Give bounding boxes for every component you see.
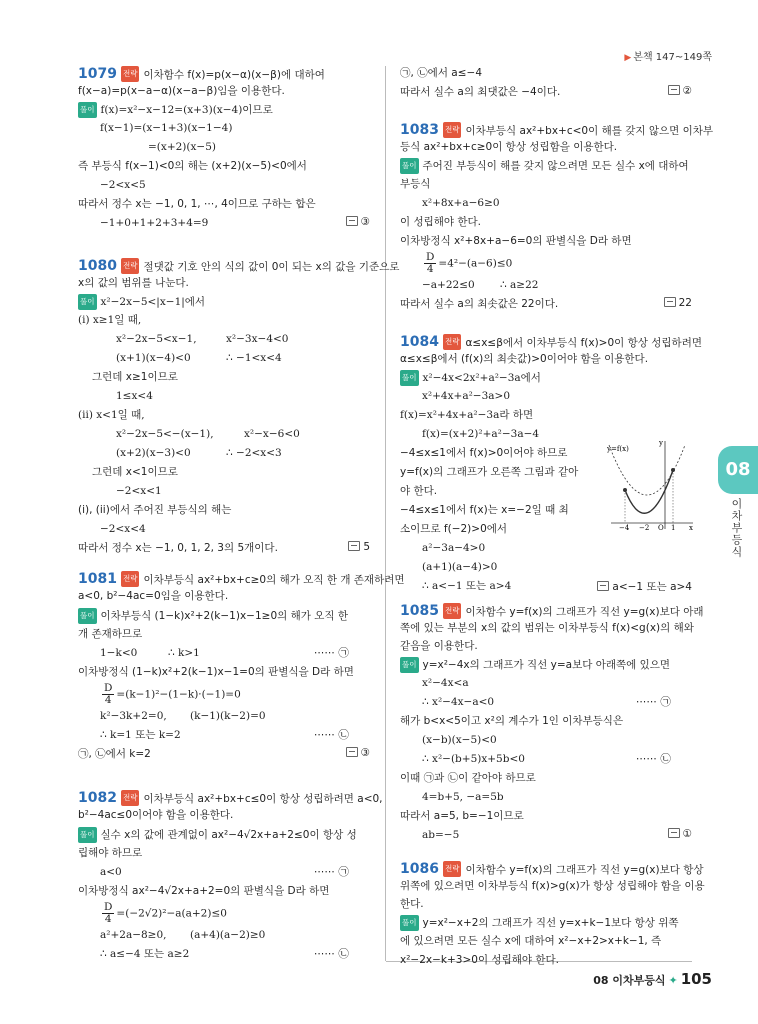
text-line: 이차부등식 ax²+bx+c≥0의 해가 오직 한 개 존재하려면 [143, 574, 405, 586]
text-line: y=f(x)의 그래프가 오른쪽 그림과 같아 [400, 466, 579, 478]
text-line: 이차부등식 ax²+bx+c<0이 해를 갖지 않으면 이차부 [465, 125, 714, 137]
text-line: −4≤x≤1에서 f(x)>0이어야 하므로 [400, 447, 568, 459]
math-line [100, 902, 227, 925]
math-line: −a+22≤0 [422, 279, 475, 291]
math-line: (x+1)(x−4)<0 [116, 352, 191, 364]
text-line: f(x−a)=p(x−a−α)(x−a−β)임을 이용한다. [78, 85, 285, 97]
text-line: 따라서 정수 x는 −1, 0, 1, 2, 3의 5개이다. [78, 542, 278, 554]
problem-number: 1082 [78, 790, 117, 806]
math-line: ⋯⋯ ㉡ [636, 753, 671, 765]
solid-parabola [625, 470, 673, 513]
math-line: ∴ x²−4x−a<0 [422, 696, 495, 708]
math-line: x²+4x+a²−3a>0 [422, 390, 511, 402]
footer-chapter: 08 이차부등식 [593, 974, 666, 987]
problem-1085-strategy [400, 603, 704, 619]
text-line: f(x)=x²−x−12=(x+3)(x−4)이므로 [100, 104, 273, 116]
star-icon: ✦ [668, 974, 678, 987]
math-line: (a+1)(a−4)>0 [422, 561, 498, 573]
math-line: f(x−1)=(x−1+3)(x−1−4) [100, 122, 233, 134]
fraction [102, 683, 114, 706]
math-line: ⋯⋯ ㉡ [314, 948, 349, 960]
text-line: 부등식 [400, 178, 431, 190]
answer [664, 297, 692, 309]
answer [668, 828, 692, 840]
text-line: 소이므로 f(−2)>0에서 [400, 523, 508, 535]
text-line: −4≤x≤1에서 f(x)는 x=−2일 때 최 [400, 504, 569, 516]
solution-line [400, 657, 670, 673]
problem-number: 1083 [400, 122, 439, 138]
math-line: f(x)=x²+4x+a²−3a라 하면 [400, 409, 534, 421]
problem-number: 1081 [78, 571, 117, 587]
solution-tag: 풀이 [400, 915, 419, 931]
text-line: 위쪽에 있으려면 이차부등식 f(x)>g(x)가 항상 성립해야 함을 이용 [400, 880, 705, 892]
math-line: a<0 [100, 866, 122, 878]
text-line: 그런데 x<1이므로 [92, 466, 178, 478]
text-line: α≤x≤β에서 이차부등식 f(x)>0이 항상 성립하려면 [465, 337, 702, 349]
answer [597, 579, 692, 594]
x-axis-label: x [689, 524, 693, 531]
math-line: ∴ −1<x<4 [226, 352, 282, 364]
math-line [100, 683, 241, 706]
column-divider [385, 66, 386, 961]
y-axis-label: y [659, 439, 663, 447]
math-line: f(x)=(x+2)²+a²−3a−4 [422, 428, 540, 440]
problem-number: 1086 [400, 861, 439, 877]
tick-label: −2 [639, 524, 650, 531]
text-line: 그런데 x≥1이므로 [92, 371, 178, 383]
answer-icon [346, 216, 358, 226]
text-line: 야 한다. [400, 485, 438, 497]
math-line: a²−3a−4>0 [422, 542, 486, 554]
text-line: 이차방정식 ax²−4√2x+a+2=0의 판별식을 D라 하면 [78, 885, 330, 897]
solution-tag: 풀이 [78, 294, 97, 310]
curve-label: y=f(x) [607, 445, 629, 453]
answer-text: a<−1 또는 a>4 [612, 581, 692, 593]
math-line: ∴ x²−(b+5)x+5b<0 [422, 753, 525, 765]
text-line: 이차함수 f(x)=p(x−α)(x−β)에 대하여 [143, 69, 325, 81]
math-line: ab=−5 [422, 829, 460, 841]
math-line: ∴ −2<x<3 [226, 447, 282, 459]
solution-tag: 풀이 [400, 370, 419, 386]
problem-1081-strategy [78, 571, 405, 587]
solution-tag: 풀이 [78, 102, 97, 118]
answer-text: 22 [678, 297, 692, 309]
text-line: 쪽에 있는 부분의 x의 값의 범위는 이차부등식 f(x)<g(x)의 해와 [400, 622, 694, 634]
problem-1082-strategy [78, 790, 383, 806]
text-line: x²−4x<2x²+a²−3a에서 [422, 372, 541, 384]
text-line: y=x²−4x의 그래프가 직선 y=a보다 아래쪽에 있으면 [422, 659, 671, 671]
answer-text: ③ [360, 747, 370, 759]
solution-line [78, 608, 348, 624]
text-line: 이차방정식 x²+8x+a−6=0의 판별식을 D라 하면 [400, 235, 632, 247]
text-line: y=x²−x+2의 그래프가 직선 y=x+k−1보다 항상 위쪽 [422, 917, 679, 929]
fraction [424, 252, 436, 275]
strategy-tag: 전략 [443, 334, 462, 350]
text-line: (i), (ii)에서 주어진 부등식의 해는 [78, 504, 232, 516]
page-reference-text: 본책 147~149쪽 [633, 52, 712, 63]
answer-icon [664, 297, 676, 307]
text-line: 해가 b<x<5이고 x²의 계수가 1인 이차부등식은 [400, 715, 624, 727]
strategy-tag: 전략 [121, 258, 140, 274]
strategy-tag: 전략 [121, 571, 140, 587]
solution-line [78, 827, 357, 843]
math-line: 1≤x<4 [116, 390, 153, 402]
math-line: ∴ a≤−4 또는 a≥2 [100, 948, 190, 960]
page-number: 105 [680, 970, 712, 988]
math-line: −2<x<5 [100, 179, 146, 191]
fraction-numerator: D [426, 251, 435, 263]
text-line: =(−2√2)²−a(a+2)≤0 [116, 907, 227, 920]
math-line: x²+8x+a−6≥0 [422, 197, 500, 209]
answer [346, 216, 370, 228]
math-line: x²−4x<a [422, 677, 469, 689]
text-line: 개 존재하므로 [78, 628, 143, 640]
math-line: =(x+2)(x−5) [148, 141, 216, 153]
problem-number: 1084 [400, 334, 439, 350]
answer-text: ③ [360, 216, 370, 228]
text-line: 따라서 실수 a의 최댓값은 −4이다. [400, 86, 561, 98]
answer-text: 5 [363, 541, 370, 553]
text-line: 따라서 a=5, b=−1이므로 [400, 810, 524, 822]
fraction-numerator: D [104, 682, 113, 694]
strategy-tag: 전략 [443, 122, 462, 138]
solution-line [78, 102, 273, 118]
math-line: (k−1)(k−2)=0 [190, 710, 266, 722]
problem-number: 1080 [78, 258, 117, 274]
text-line: x의 값의 범위를 나눈다. [78, 277, 189, 289]
answer-icon [346, 747, 358, 757]
math-line: (i) x≥1일 때, [78, 314, 142, 326]
math-line: ⋯⋯ ㉡ [314, 729, 349, 741]
text-line: 한다. [400, 898, 424, 910]
math-line: (a+4)(a−2)≥0 [190, 929, 266, 941]
strategy-tag: 전략 [443, 603, 462, 619]
text-line: b²−4ac≤0이어야 함을 이용한다. [78, 809, 234, 821]
text-line: 주어진 부등식이 해를 갖지 않으려면 모든 실수 x에 대하여 [422, 160, 689, 172]
solution-tag: 풀이 [78, 608, 97, 624]
problem-1079-strategy [78, 66, 325, 82]
math-line: (ii) x<1일 때, [78, 409, 145, 421]
text-line: 이 성립해야 한다. [400, 216, 482, 228]
math-line: x²−2x−5<x−1, [116, 333, 197, 345]
fraction-denominator: 4 [104, 913, 112, 925]
problem-1086-strategy [400, 861, 704, 877]
text-line: 이때 ㉠과 ㉡이 같아야 하므로 [400, 772, 536, 784]
page-footer [593, 970, 712, 988]
answer-icon [348, 541, 360, 551]
math-line: −1+0+1+2+3+4=9 [100, 217, 209, 229]
math-line: ∴ a≥22 [500, 279, 539, 291]
tick-label: −4 [619, 524, 630, 531]
math-line: k²−3k+2=0, [100, 710, 167, 722]
text-line: 따라서 정수 x는 −1, 0, 1, ⋯, 4이므로 구하는 합은 [78, 198, 316, 210]
text-line: 실수 x의 값에 관계없이 ax²−4√2x+a+2≤0이 항상 성 [100, 829, 357, 841]
problem-1084-strategy [400, 334, 702, 350]
text-line: 절댓값 기호 안의 식의 값이 0이 되는 x의 값을 기준으로 [143, 261, 400, 273]
solution-line [400, 370, 541, 386]
math-line: x²−x−6<0 [244, 428, 300, 440]
text-line: x²−2x−5<|x−1|에서 [100, 296, 206, 308]
text-line: 이차함수 y=f(x)의 그래프가 직선 y=g(x)보다 항상 [465, 864, 704, 876]
math-line: ∴ k>1 [168, 647, 200, 659]
solution-line [400, 158, 689, 174]
math-line [422, 252, 512, 275]
page-reference [624, 48, 712, 63]
solution-tag: 풀이 [400, 158, 419, 174]
fraction-denominator: 4 [104, 694, 112, 706]
solution-tag: 풀이 [78, 827, 97, 843]
math-line: 1−k<0 [100, 647, 138, 659]
math-line: ⋯⋯ ㉠ [314, 866, 349, 878]
math-line: ∴ k=1 또는 k=2 [100, 729, 181, 741]
answer-icon [597, 581, 609, 591]
math-line: −2<x<1 [116, 485, 162, 497]
chapter-side-label: 이차부등식 [730, 498, 743, 558]
text-line: 이차부등식 ax²+bx+c≤0이 항상 성립하려면 a<0, [143, 793, 383, 805]
answer [346, 747, 370, 759]
strategy-tag: 전략 [443, 861, 462, 877]
fraction-denominator: 4 [426, 263, 434, 275]
problem-1080-strategy [78, 258, 399, 274]
tick-label: 1 [671, 524, 676, 531]
text-line: 이차방정식 (1−k)x²+2(k−1)x−1=0의 판별식을 D라 하면 [78, 666, 354, 678]
text-line: x²−2x−k+3>0이 성립해야 한다. [400, 954, 559, 966]
text-line: 에 있으려면 모든 실수 x에 대하여 x²−x+2>x+k−1, 즉 [400, 935, 662, 947]
problem-number: 1079 [78, 66, 117, 82]
answer-text: ① [682, 828, 692, 840]
math-line: 4=b+5, −a=5b [422, 791, 504, 803]
text-line: 따라서 실수 a의 최솟값은 22이다. [400, 298, 559, 310]
tick-label: O [658, 524, 664, 531]
chapter-tab: 08 [718, 446, 758, 494]
answer-icon [668, 85, 680, 95]
triangle-icon: ▶ [624, 53, 632, 63]
math-line: x²−2x−5<−(x−1), [116, 428, 214, 440]
solution-line [400, 915, 679, 931]
text-line: a<0, b²−4ac=0임을 이용한다. [78, 590, 229, 602]
text-line: 립해야 하므로 [78, 847, 143, 859]
math-line: ∴ a<−1 또는 a>4 [422, 580, 512, 592]
strategy-tag: 전략 [121, 790, 140, 806]
text-line: 이차부등식 (1−k)x²+2(k−1)x−1≥0의 해가 오직 한 [100, 610, 348, 622]
math-line: ⋯⋯ ㉠ [636, 696, 671, 708]
strategy-tag: 전략 [121, 66, 140, 82]
text-line: 즉 부등식 f(x−1)<0의 해는 (x+2)(x−5)<0에서 [78, 160, 307, 172]
math-line: (x+2)(x−3)<0 [116, 447, 191, 459]
math-line: a²+2a−8≥0, [100, 929, 167, 941]
fraction [102, 902, 114, 925]
text-line: α≤x≤β에서 (f(x)의 최솟값)>0이어야 함을 이용한다. [400, 353, 649, 365]
answer-icon [668, 828, 680, 838]
text-line: ㉠, ㉡에서 a≤−4 [400, 67, 483, 79]
math-line: (x−b)(x−5)<0 [422, 734, 497, 746]
fraction-numerator: D [104, 901, 113, 913]
answer [668, 85, 692, 97]
problem-1083-strategy [400, 122, 713, 138]
math-line: x²−3x−4<0 [226, 333, 289, 345]
solution-line [78, 294, 205, 310]
math-line: −2<x<4 [100, 523, 146, 535]
math-line: ⋯⋯ ㉠ [314, 647, 349, 659]
text-line: 이차함수 y=f(x)의 그래프가 직선 y=g(x)보다 아래 [465, 606, 704, 618]
answer [348, 541, 370, 553]
problem-number: 1085 [400, 603, 439, 619]
parabola-graph [605, 435, 697, 531]
text-line: 같음을 이용한다. [400, 640, 478, 652]
text-line: ㉠, ㉡에서 k=2 [78, 748, 151, 760]
text-line: =4²−(a−6)≤0 [438, 257, 513, 270]
text-line: =(k−1)²−(1−k)·(−1)=0 [116, 688, 241, 701]
answer-text: ② [682, 85, 692, 97]
solution-tag: 풀이 [400, 657, 419, 673]
text-line: 등식 ax²+bx+c≥0이 항상 성립함을 이용한다. [400, 141, 618, 153]
